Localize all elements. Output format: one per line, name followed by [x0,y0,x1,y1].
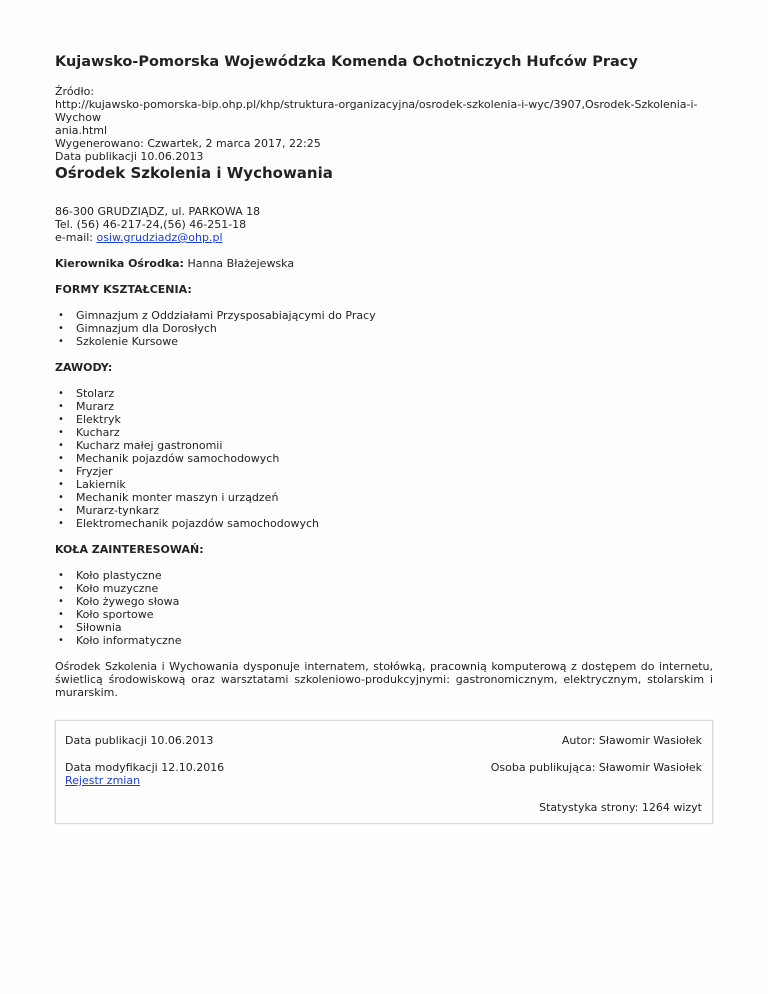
list-item-text: Koło muzyczne [76,582,159,595]
bullet-icon: • [58,570,64,581]
list-item [55,387,713,400]
footer-modification-date: Data modyfikacji 12.10.2016 [65,761,225,774]
generated-date: Wygenerowano: Czwartek, 2 marca 2017, 22:25 [55,137,321,150]
list-item-text: Lakiernik [76,478,126,491]
list-item-text: Koło plastyczne [76,569,162,582]
bullet-icon: • [58,440,64,451]
bullet-icon: • [58,596,64,607]
bullet-icon: • [58,388,64,399]
list-item-text: Gimnazjum dla Dorosłych [76,322,217,335]
bullet-icon: • [58,466,64,477]
email-label: e-mail: [55,231,97,244]
bullet-icon: • [58,401,64,412]
list-item [55,569,713,582]
list-item-text: Fryzjer [76,465,113,478]
list-item [55,452,713,465]
list-item-text: Koło żywego słowa [76,595,180,608]
footer-author: Autor: Sławomir Wasiołek [561,734,702,747]
list-item-text: Gimnazjum z Oddziałami Przysposabiającymi do Pracy [76,309,376,322]
organization-title: Kujawsko-Pomorska Wojewódzka Komenda Ochotniczych Hufców Pracy [55,54,638,70]
bullet-icon: • [58,635,64,646]
list-item [55,621,713,634]
email-line [55,231,713,244]
list-item [55,309,713,322]
phone-line: Tel. (56) 46-217-24,(56) 46-251-18 [55,218,247,231]
footer-publication-date: Data publikacji 10.06.2013 [65,734,214,747]
footer-published-by: Osoba publikująca: Sławomir Wasiołek [490,761,702,774]
bullet-icon: • [58,453,64,464]
list-item [55,634,713,647]
bullet-icon: • [58,323,64,334]
list-item-text: Siłownia [76,621,122,634]
list-item-text: Mechanik monter maszyn i urządzeń [76,491,279,504]
change-register-link[interactable]: Rejestr zmian [65,774,141,787]
publication-date: Data publikacji 10.06.2013 [55,150,204,163]
list-item [55,439,713,452]
list-item [55,608,713,621]
clubs-heading: KOŁA ZAINTERESOWAŃ: [55,543,204,556]
bullet-icon: • [58,479,64,490]
list-item [55,335,713,348]
professions-heading: ZAWODY: [55,361,113,374]
list-item [55,582,713,595]
source-url-line2: ania.html [55,124,108,137]
list-item-text: Szkolenie Kursowe [76,335,178,348]
list-item [55,595,713,608]
bullet-icon: • [58,492,64,503]
document-title: Ośrodek Szkolenia i Wychowania [55,164,333,182]
list-item [55,413,713,426]
list-item-text: Kucharz [76,426,120,439]
list-item [55,400,713,413]
list-item-text: Murarz-tynkarz [76,504,159,517]
document-meta [55,85,713,163]
manager-line [55,257,713,270]
bullet-icon: • [58,518,64,529]
manager-name: Hanna Błażejewska [187,257,295,270]
bullet-icon: • [58,310,64,321]
list-item-text: Kucharz małej gastronomii [76,439,223,452]
forms-list [55,309,713,348]
description-paragraph: Ośrodek Szkolenia i Wychowania dysponuje internatem, stołówką, pracownią komputerową z dostępem do internetu, świetlicą środowiskową oraz warsztatami szkoleniowo-produkcyjnymi: gastronomicznym, elektrycznym, stolarskim i murarskim. [55,660,713,699]
bullet-icon: • [58,414,64,425]
list-item-text: Koło sportowe [76,608,154,621]
bullet-icon: • [58,427,64,438]
forms-heading: FORMY KSZTAŁCENIA: [55,283,192,296]
list-item-text: Mechanik pojazdów samochodowych [76,452,280,465]
list-item-text: Elektromechanik pojazdów samochodowych [76,517,319,530]
list-item-text: Koło informatyczne [76,634,182,647]
footer-info-box [55,720,713,824]
list-item [55,465,713,478]
manager-label: Kierownika Ośrodka: [55,257,184,270]
clubs-list [55,569,713,647]
list-item [55,478,713,491]
list-item [55,504,713,517]
source-label: Źródło: [55,85,95,98]
list-item-text: Stolarz [76,387,115,400]
bullet-icon: • [58,505,64,516]
bullet-icon: • [58,583,64,594]
list-item-text: Elektryk [76,413,121,426]
footer-page-stats: Statystyka strony: 1264 wizyt [539,801,702,814]
address-block [55,205,713,244]
list-item [55,322,713,335]
bullet-icon: • [58,609,64,620]
list-item [55,517,713,530]
bullet-icon: • [58,336,64,347]
email-link[interactable]: osiw.grudziadz@ohp.pl [96,231,223,244]
list-item [55,491,713,504]
source-url-line1: http://kujawsko-pomorska-bip.ohp.pl/khp/struktura-organizacyjna/osrodek-szkolenia-i-wyc/3907,Osrodek-Szkolenia-i-Wychow [55,98,698,124]
list-item [55,426,713,439]
bullet-icon: • [58,622,64,633]
address-line: 86-300 GRUDZIĄDZ, ul. PARKOWA 18 [55,205,261,218]
list-item-text: Murarz [76,400,115,413]
professions-list [55,387,713,530]
